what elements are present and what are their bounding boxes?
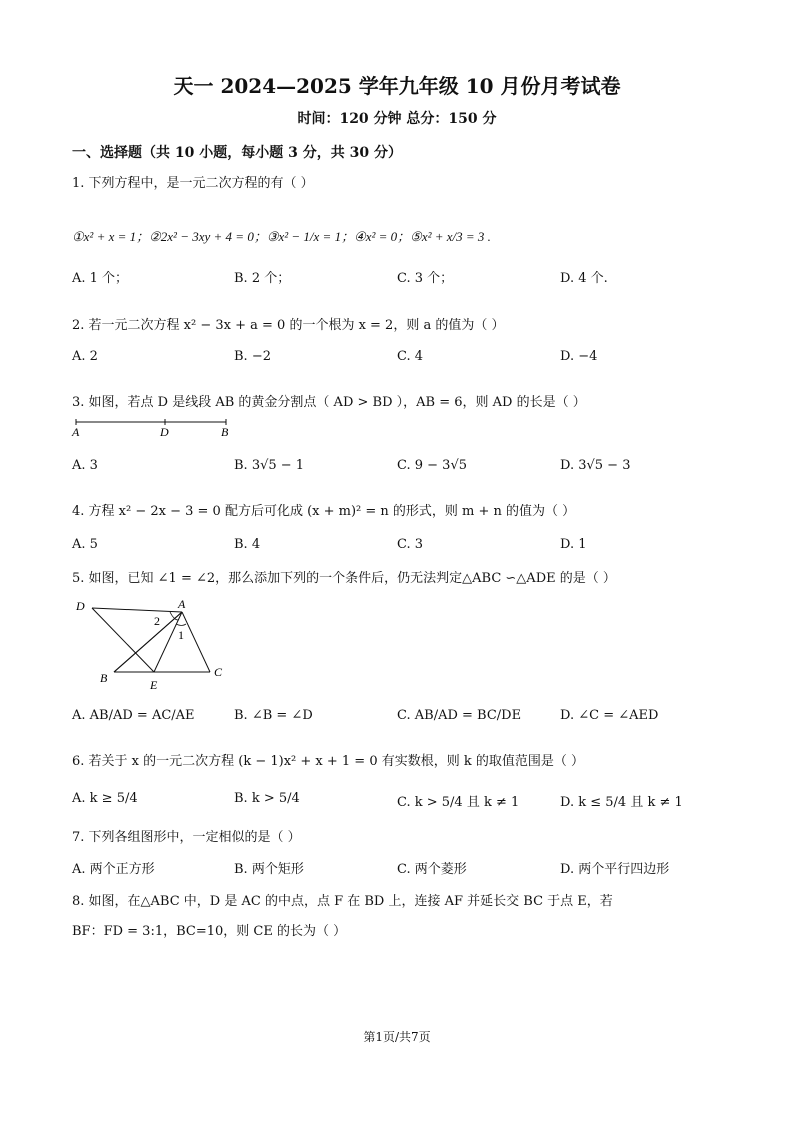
- line-da: [92, 608, 182, 612]
- label-a: A: [178, 597, 186, 611]
- question-2-stem: 2. 若一元二次方程 x² − 3x + a = 0 的一个根为 x = 2，则 a 的值为（ ）: [72, 318, 505, 333]
- question-5-stem: 5. 如图，已知 ∠1 = ∠2，那么添加下列的一个条件后，仍无法判定△ABC ∽△ADE 的是（ ）: [72, 571, 616, 586]
- question-3-option-b: B. 3√5 − 1: [234, 458, 305, 473]
- question-3-option-a: A. 3: [72, 458, 98, 473]
- line-be: [114, 612, 182, 672]
- question-4-option-b: B. 4: [234, 537, 261, 552]
- question-2-option-c: C. 4: [397, 349, 424, 364]
- question-4-stem: 4. 方程 x² − 2x − 3 = 0 配方后可化成 (x + m)² = n 的形式，则 m + n 的值为（ ）: [72, 504, 576, 519]
- label-angle-1: 1: [178, 628, 184, 642]
- question-1-option-d: D. 4 个.: [560, 271, 608, 286]
- question-7-stem: 7. 下列各组图形中，一定相似的是（ ）: [72, 830, 301, 845]
- line-ac: [182, 612, 210, 672]
- question-8-stem-line2: BF：FD = 3:1，BC=10，则 CE 的长为（ ）: [72, 924, 347, 939]
- label-c: C: [214, 665, 223, 679]
- label-angle-2: 2: [154, 614, 160, 628]
- question-7-option-d: D. 两个平行四边形: [560, 862, 670, 877]
- triangle-figure: [70, 594, 240, 694]
- page-number: 第1页/共7页: [363, 1030, 431, 1044]
- question-7-option-b: B. 两个矩形: [234, 862, 304, 877]
- question-7-option-a: A. 两个正方形: [72, 862, 155, 877]
- question-1-option-c: C. 3 个；: [397, 271, 454, 286]
- angle-1-arc: [176, 624, 186, 626]
- line-de: [92, 608, 154, 672]
- exam-title: 天一 2024—2025 学年九年级 10 月份月考试卷: [173, 74, 621, 98]
- question-5-option-d: D. ∠C = ∠AED: [560, 708, 659, 723]
- label-d: D: [76, 599, 85, 613]
- question-7-option-c: C. 两个菱形: [397, 862, 467, 877]
- label-d: D: [160, 425, 169, 439]
- label-b: B: [100, 671, 108, 685]
- label-e: E: [150, 678, 158, 692]
- label-b: B: [221, 425, 229, 439]
- question-3-option-c: C. 9 − 3√5: [397, 458, 468, 473]
- question-6-option-c: C. k > 5/4 且 k ≠ 1: [397, 795, 520, 810]
- question-2-option-a: A. 2: [72, 349, 98, 364]
- question-4-option-d: D. 1: [560, 537, 587, 552]
- question-6-option-a: A. k ≥ 5/4: [72, 791, 138, 806]
- question-6-stem: 6. 若关于 x 的一元二次方程 (k − 1)x² + x + 1 = 0 有实数根，则 k 的取值范围是（ ）: [72, 754, 585, 769]
- question-1-option-b: B. 2 个；: [234, 271, 291, 286]
- question-4-option-c: C. 3: [397, 537, 424, 552]
- label-a: A: [72, 425, 80, 439]
- question-1-option-a: A. 1 个；: [72, 271, 129, 286]
- question-8-stem: 8. 如图，在△ABC 中，D 是 AC 的中点，点 F 在 BD 上，连接 AF 并延长交 BC 于点 E，若: [72, 894, 613, 909]
- question-2-option-b: B. −2: [234, 349, 271, 364]
- question-5-option-c: C. AB/AD = BC/DE: [397, 708, 522, 723]
- question-1-stem: 1. 下列方程中，是一元二次方程的有（ ）: [72, 176, 314, 191]
- question-6-option-b: B. k > 5/4: [234, 791, 300, 806]
- question-4-option-a: A. 5: [72, 537, 98, 552]
- section-heading: 一、选择题（共 10 小题，每小题 3 分，共 30 分）: [72, 145, 402, 161]
- question-3-stem: 3. 如图，若点 D 是线段 AB 的黄金分割点（ AD > BD ），AB = 6，则 AD 的长是（ ）: [72, 395, 586, 410]
- question-5-option-a: A. AB/AD = AC/AE: [72, 708, 195, 723]
- question-3-option-d: D. 3√5 − 3: [560, 458, 631, 473]
- question-1-equations: ①x² + x = 1；②2x² − 3xy + 4 = 0；③x² − 1/x = 1；④x² = 0；⑤x² + x/3 = 3 .: [72, 229, 491, 244]
- question-6-option-d: D. k ≤ 5/4 且 k ≠ 1: [560, 795, 683, 810]
- question-5-option-b: B. ∠B = ∠D: [234, 708, 313, 723]
- segment-ab-figure: [70, 414, 240, 440]
- question-2-option-d: D. −4: [560, 349, 598, 364]
- exam-time-score: 时间：120 分钟 总分：150 分: [297, 111, 497, 127]
